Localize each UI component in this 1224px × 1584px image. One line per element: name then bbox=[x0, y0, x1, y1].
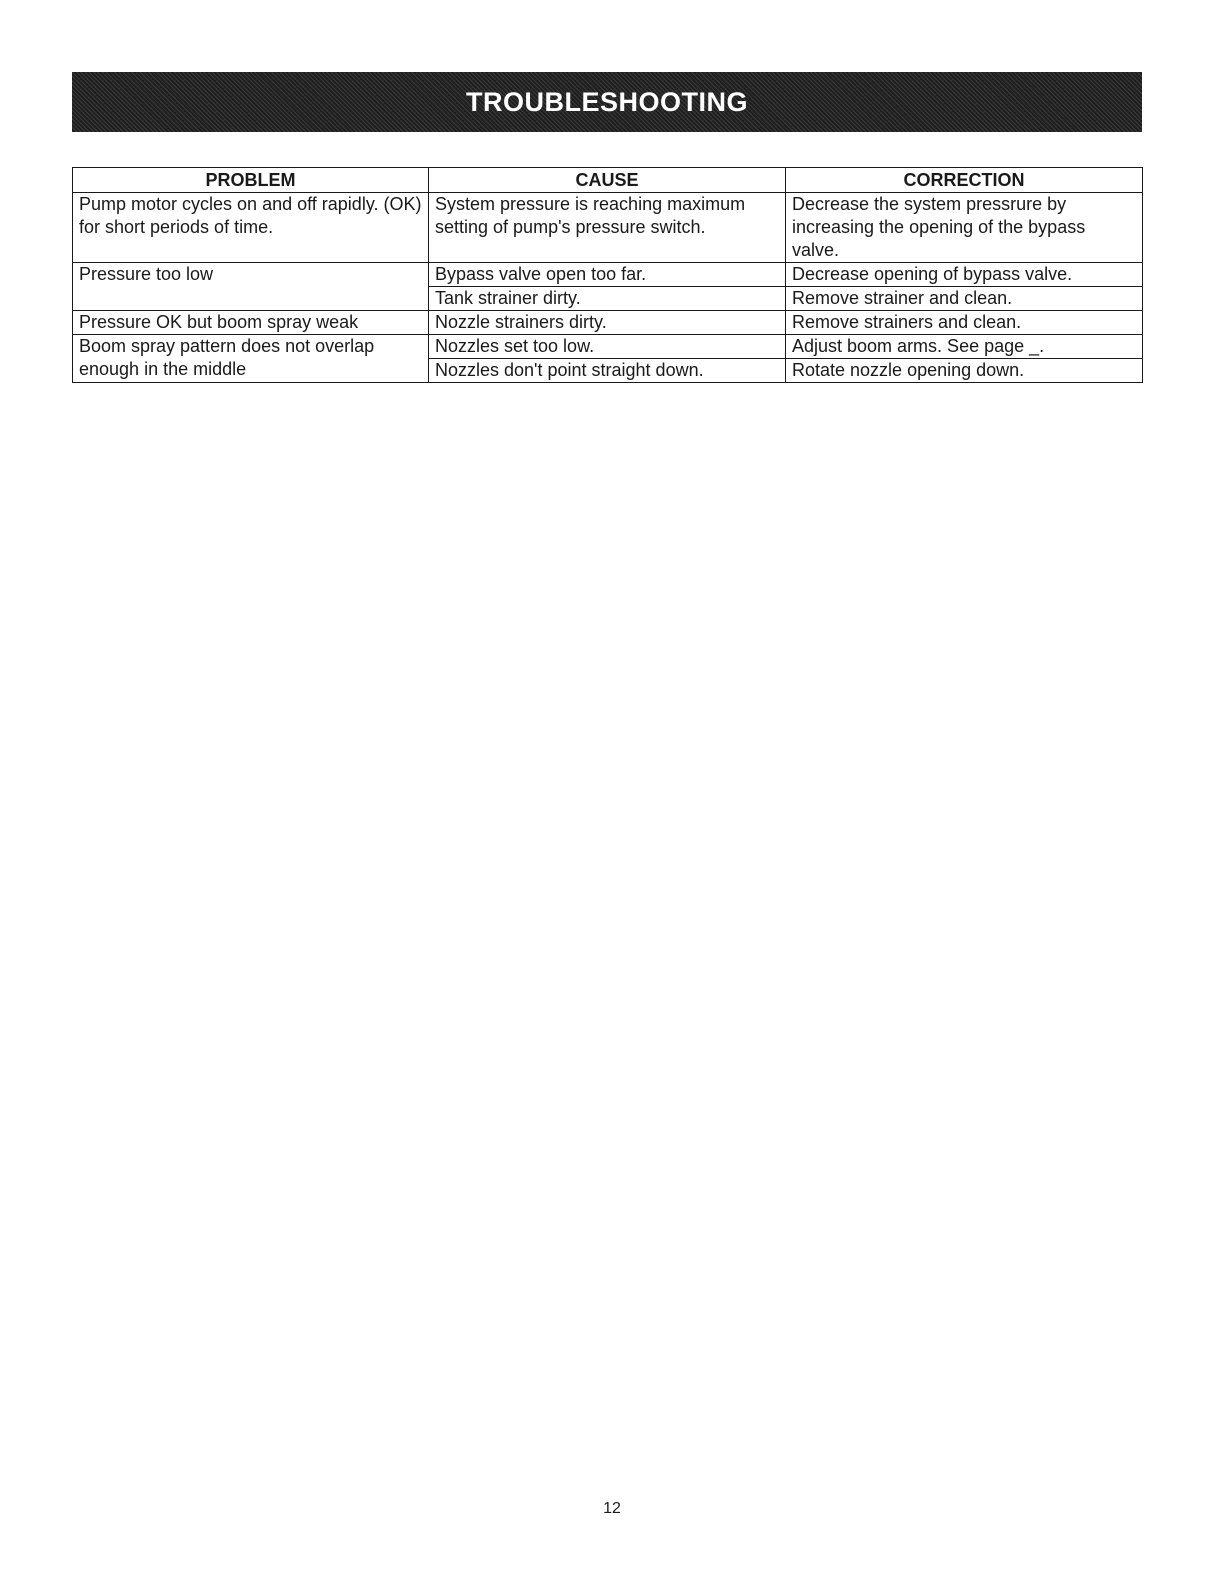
problem-cell: Boom spray pattern does not overlap enough in the middle bbox=[73, 335, 429, 383]
correction-cell: Remove strainers and clean. bbox=[786, 311, 1143, 335]
correction-cell: Adjust boom arms. See page _. bbox=[786, 335, 1143, 359]
header-problem: PROBLEM bbox=[73, 168, 429, 193]
cause-cell: Nozzles set too low. bbox=[429, 335, 786, 359]
problem-cell: Pressure OK but boom spray weak bbox=[73, 311, 429, 335]
correction-cell: Remove strainer and clean. bbox=[786, 287, 1143, 311]
table-header-row bbox=[73, 168, 1143, 193]
table-row bbox=[73, 193, 1143, 263]
section-title: TROUBLESHOOTING bbox=[466, 86, 748, 117]
header-correction: CORRECTION bbox=[786, 168, 1143, 193]
correction-cell: Decrease the system pressrure by increasing the opening of the bypass valve. bbox=[786, 193, 1143, 263]
table-row bbox=[73, 335, 1143, 359]
cause-cell: System pressure is reaching maximum setting of pump's pressure switch. bbox=[429, 193, 786, 263]
table-row bbox=[73, 263, 1143, 287]
problem-cell: Pump motor cycles on and off rapidly. (OK) for short periods of time. bbox=[73, 193, 429, 263]
section-banner bbox=[72, 72, 1142, 132]
cause-cell: Nozzle strainers dirty. bbox=[429, 311, 786, 335]
cause-cell: Tank strainer dirty. bbox=[429, 287, 786, 311]
correction-cell: Decrease opening of bypass valve. bbox=[786, 263, 1143, 287]
problem-cell: Pressure too low bbox=[73, 263, 429, 311]
cause-cell: Nozzles don't point straight down. bbox=[429, 359, 786, 383]
correction-cell: Rotate nozzle opening down. bbox=[786, 359, 1143, 383]
page-number: 12 bbox=[603, 1500, 621, 1517]
troubleshooting-table bbox=[72, 167, 1143, 383]
header-cause: CAUSE bbox=[429, 168, 786, 193]
cause-cell: Bypass valve open too far. bbox=[429, 263, 786, 287]
table-row bbox=[73, 311, 1143, 335]
